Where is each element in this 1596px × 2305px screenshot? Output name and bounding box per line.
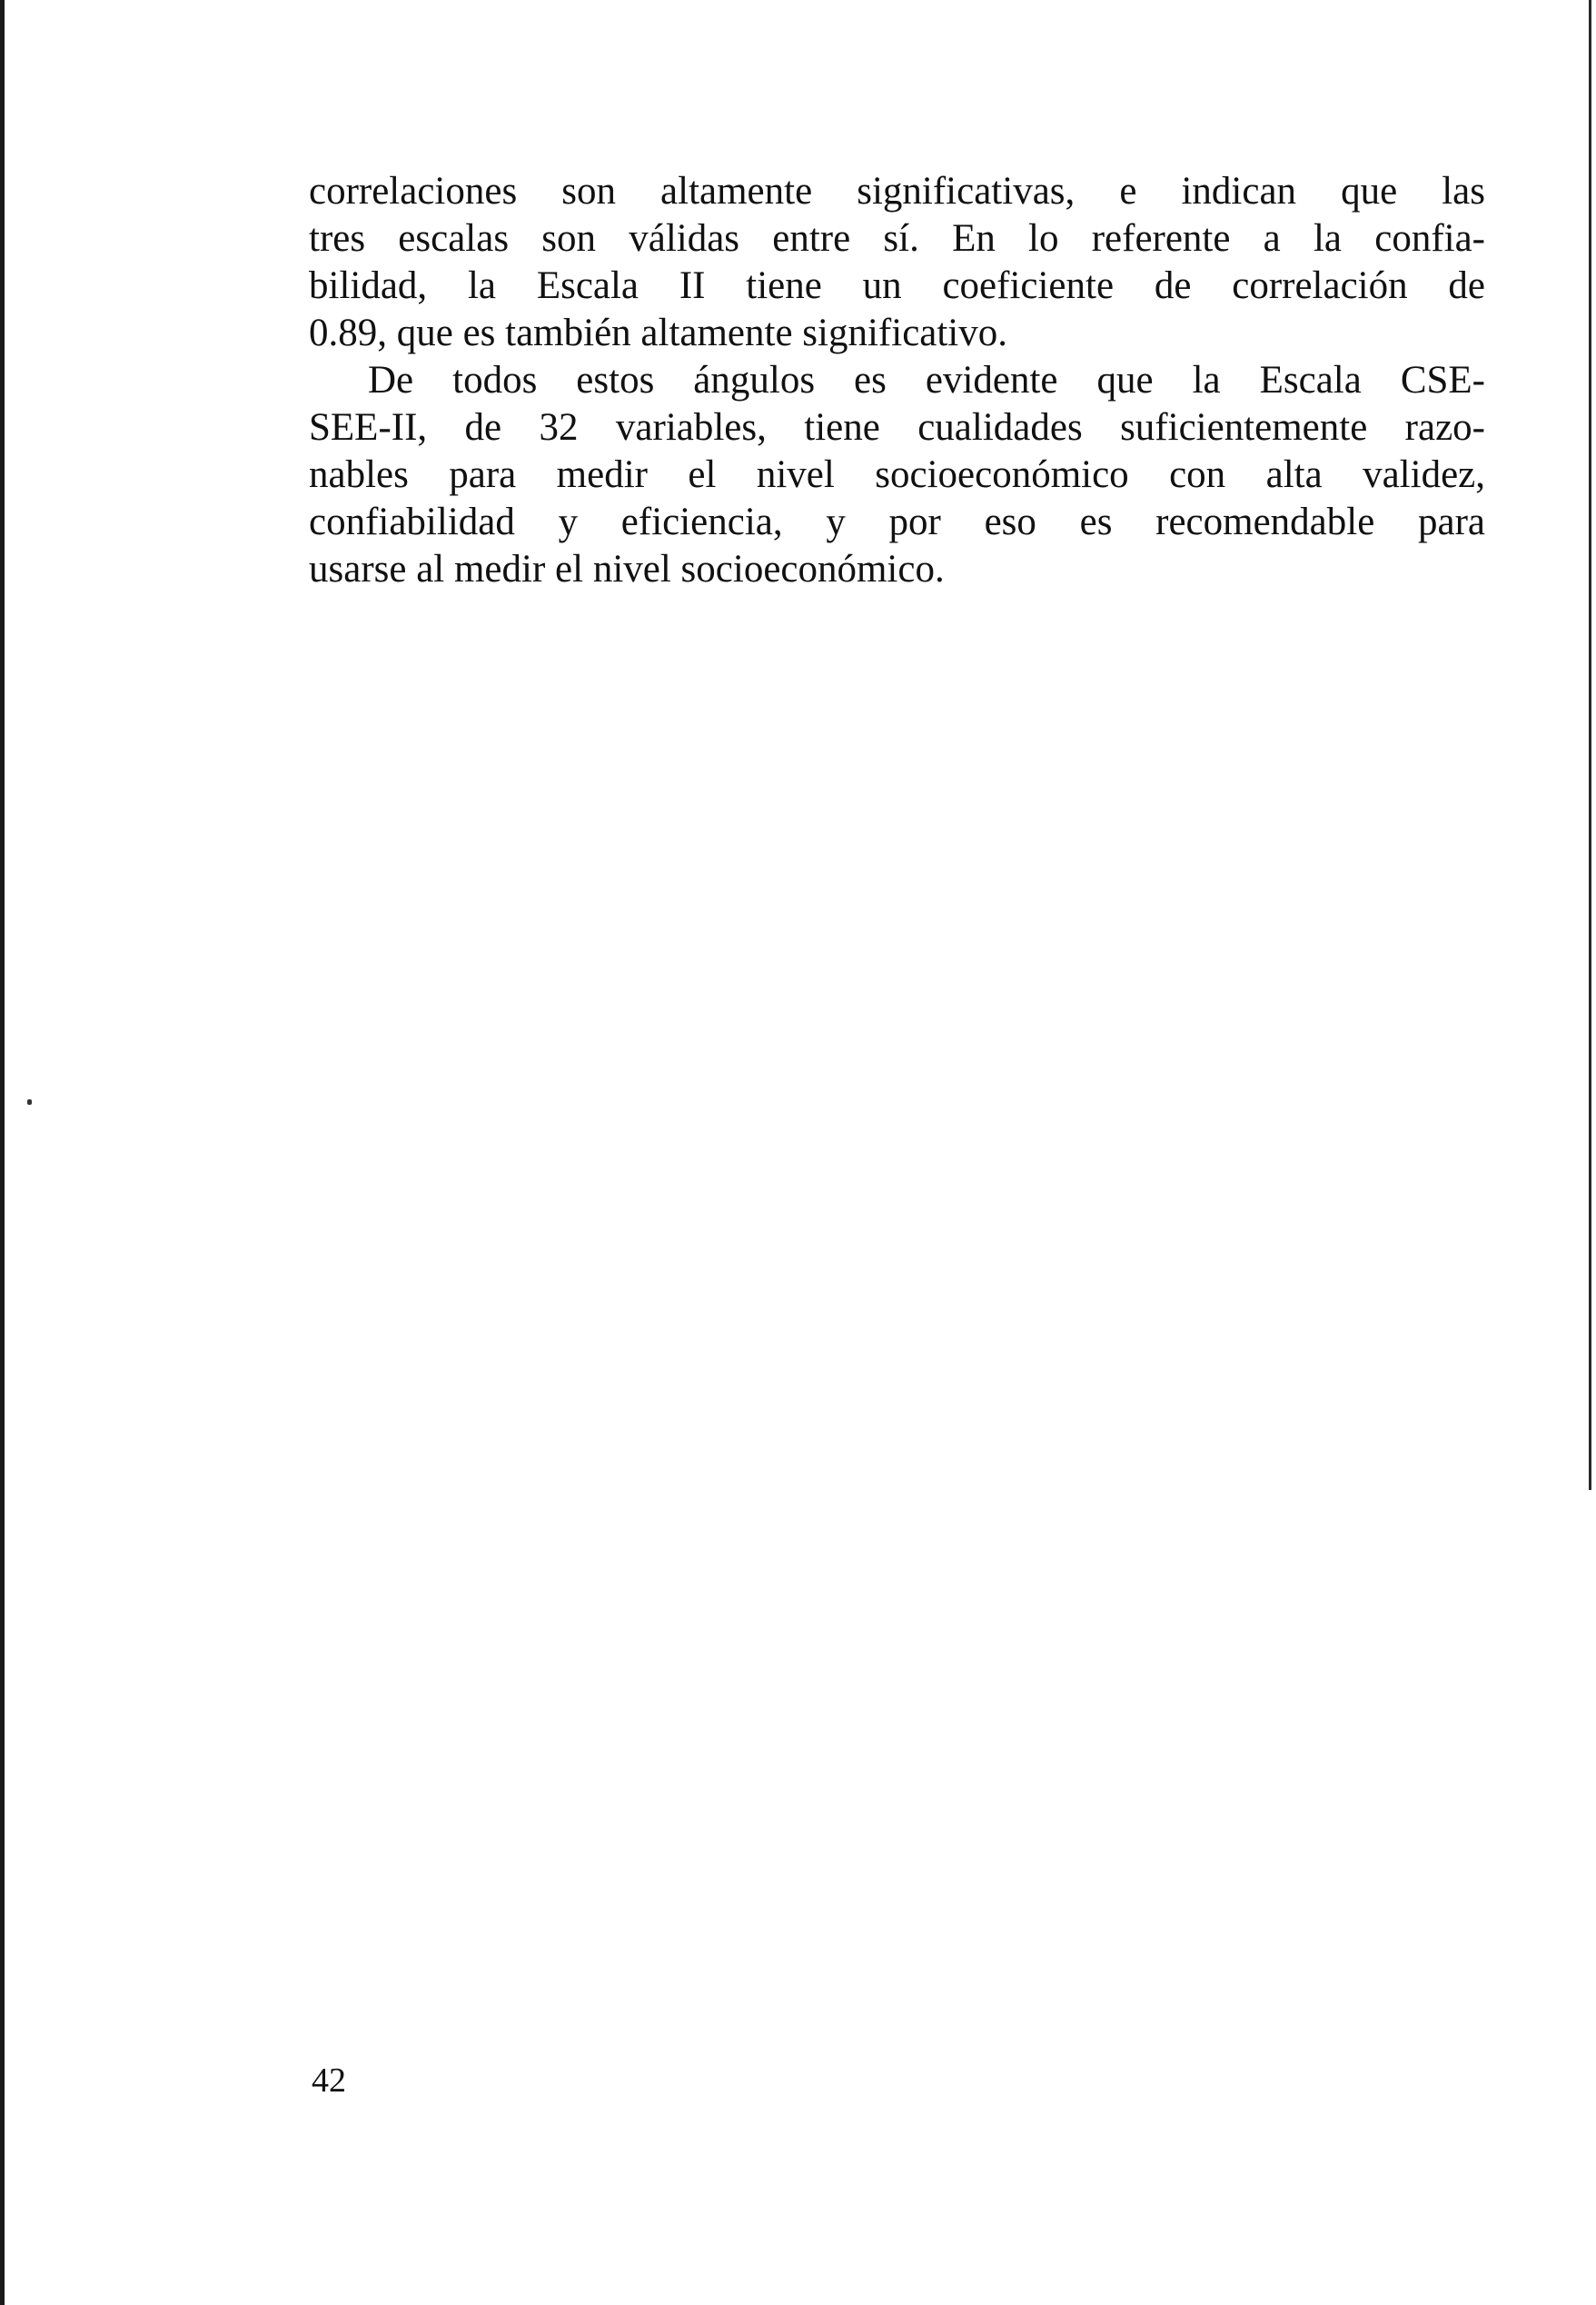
- page-number: 42: [312, 2062, 346, 2100]
- scan-speck: [27, 1099, 32, 1105]
- text-line: correlaciones son altamente significativas, e indican que las: [309, 170, 1485, 213]
- text-line: bilidad, la Escala II tiene un coeficiente de correlación de: [309, 264, 1485, 307]
- text-line: De todos estos ángulos es evidente que la Escala CSE-: [368, 359, 1485, 402]
- scan-edge-left: [0, 0, 5, 2305]
- text-line: SEE-II, de 32 variables, tiene cualidades suficientemente razo-: [309, 406, 1485, 449]
- body-text: [309, 168, 1485, 593]
- text-line: tres escalas son válidas entre sí. En lo referente a la confia-: [309, 217, 1485, 260]
- text-line: 0.89, que es también altamente significativo.: [309, 312, 1008, 354]
- text-line: nables para medir el nivel socioeconómico con alta validez,: [309, 453, 1485, 496]
- paragraph-2: [309, 357, 1485, 593]
- paragraph-1: [309, 168, 1485, 357]
- text-line: usarse al medir el nivel socioeconómico.: [309, 548, 945, 591]
- text-line: confiabilidad y eficiencia, y por eso es recomendable para: [309, 501, 1485, 543]
- scan-edge-right: [1589, 0, 1591, 1490]
